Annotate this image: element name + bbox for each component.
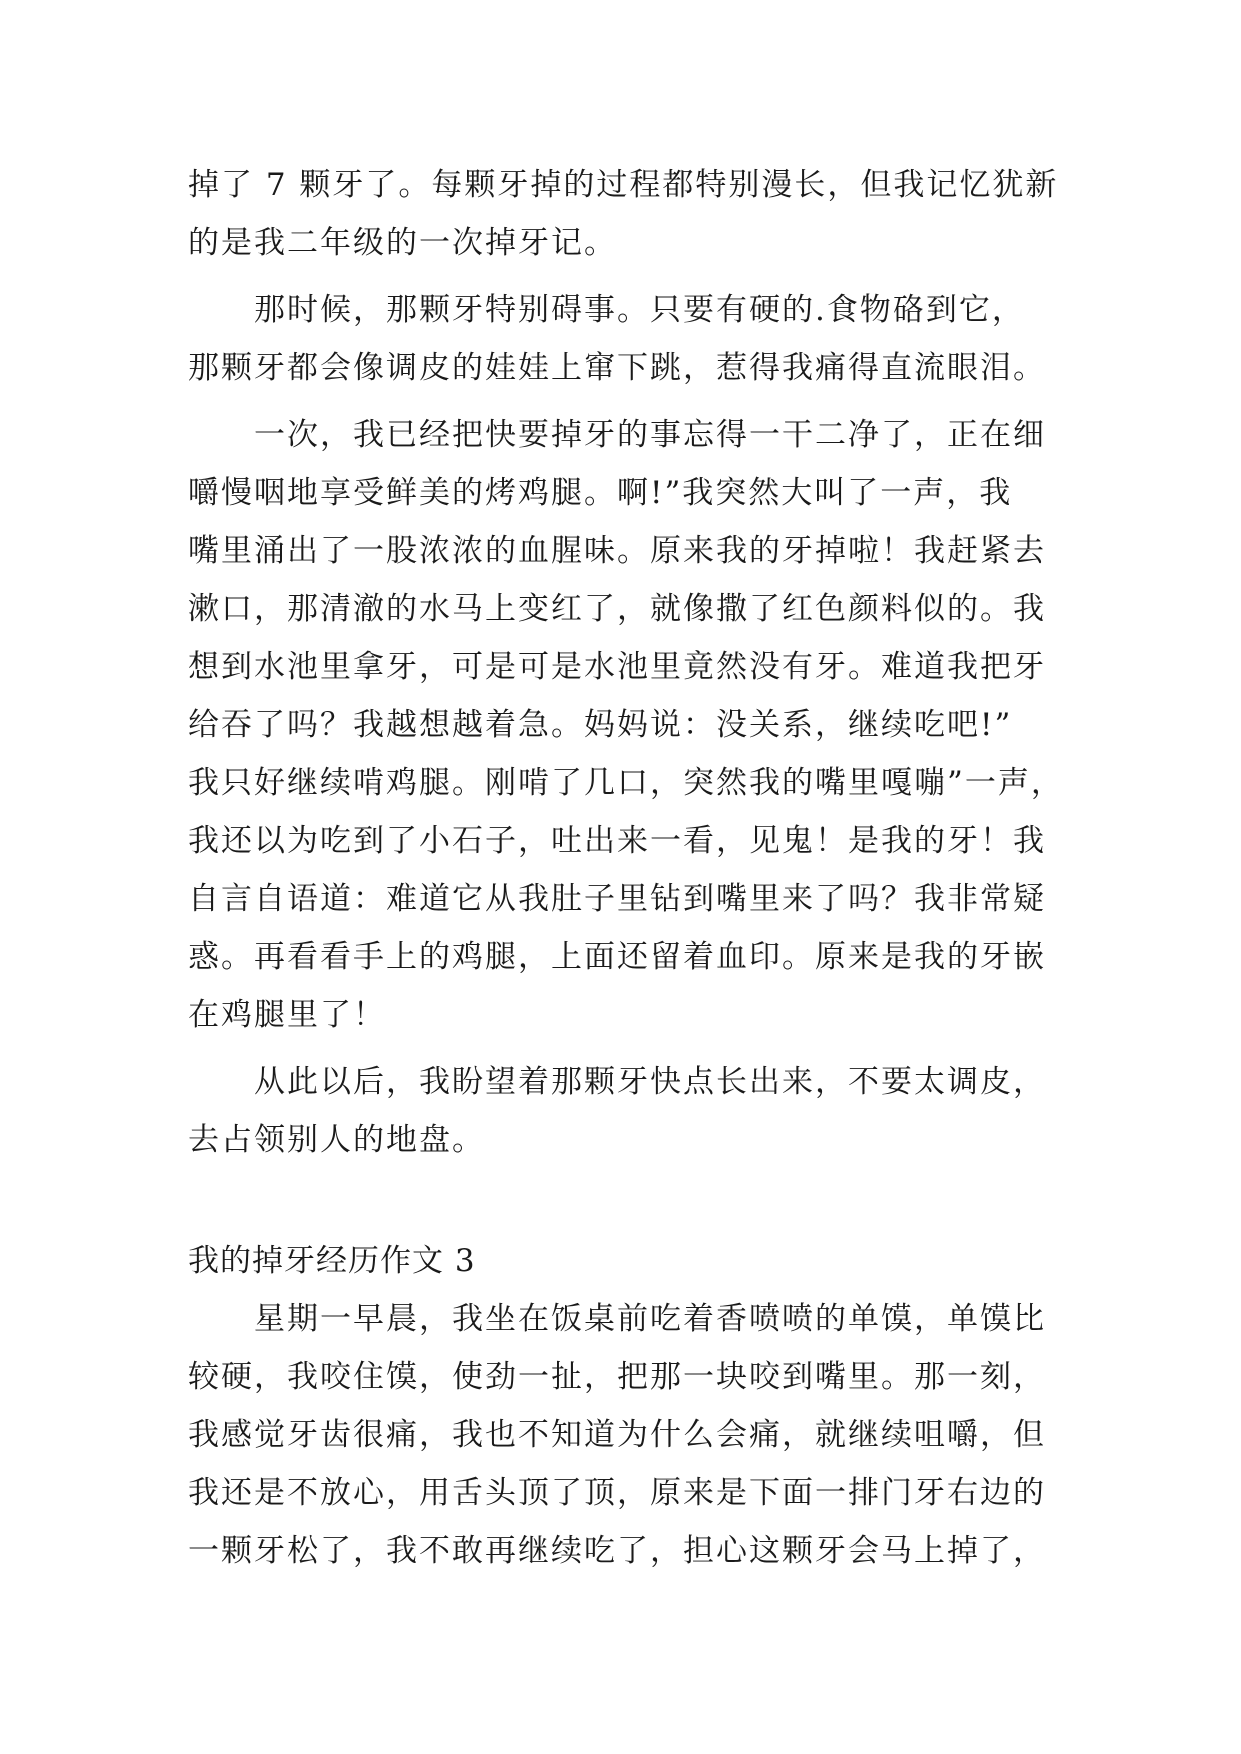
text-line: 我还是不放心，用舌头顶了顶，原来是下面一排门牙右边的 — [188, 1475, 1046, 1511]
text-line: 嘴里涌出了一股浓浓的血腥味。原来我的牙掉啦！我赶紧去 — [188, 533, 1046, 569]
text-line: 的是我二年级的一次掉牙记。 — [188, 225, 617, 261]
text-line: 想到水池里拿牙，可是可是水池里竟然没有牙。难道我把牙 — [188, 649, 1046, 685]
text-line: 给吞了吗？我越想越着急。妈妈说：没关系，继续吃吧!” — [188, 707, 1013, 743]
paragraph-2 — [188, 281, 1068, 397]
text-line: 掉了 7 颗牙了。每颗牙掉的过程都特别漫长，但我记忆犹新 — [188, 167, 1059, 203]
text-line: 惑。再看看手上的鸡腿，上面还留着血印。原来是我的牙嵌 — [188, 939, 1046, 975]
text-line: 一颗牙松了，我不敢再继续吃了，担心这颗牙会马上掉了， — [188, 1533, 1046, 1569]
intro-paragraph — [188, 156, 1068, 272]
text-line: 去占领别人的地盘。 — [188, 1122, 485, 1158]
paragraph-4 — [188, 1053, 1068, 1169]
text-line: 自言自语道：难道它从我肚子里钻到嘴里来了吗？我非常疑 — [188, 881, 1046, 917]
text-line: 嚼慢咽地享受鲜美的烤鸡腿。啊!”我突然大叫了一声，我 — [188, 475, 1013, 511]
section-spacer — [188, 1178, 1068, 1232]
text-line: 那颗牙都会像调皮的娃娃上窜下跳，惹得我痛得直流眼泪。 — [188, 350, 1046, 386]
text-line: 我还以为吃到了小石子，吐出来一看，见鬼！是我的牙！我 — [188, 823, 1046, 859]
text-line: 在鸡腿里了！ — [188, 997, 386, 1033]
text-line: 漱口，那清澈的水马上变红了，就像撒了红色颜料似的。我 — [188, 591, 1046, 627]
text-line: 一次，我已经把快要掉牙的事忘得一干二净了，正在细 — [254, 417, 1046, 453]
section-title: 我的掉牙经历作文 3 — [188, 1243, 476, 1279]
text-line: 我只好继续啃鸡腿。刚啃了几口，突然我的嘴里嘎嘣”一声， — [188, 765, 1064, 801]
text-line: 那时候，那颗牙特别碍事。只要有硬的.食物硌到它， — [254, 292, 1025, 328]
text-line: 从此以后，我盼望着那颗牙快点长出来，不要太调皮， — [254, 1064, 1046, 1100]
paragraph-5 — [188, 1290, 1068, 1580]
text-line: 星期一早晨，我坐在饭桌前吃着香喷喷的单馍，单馍比 — [254, 1301, 1046, 1337]
text-line: 我感觉牙齿很痛，我也不知道为什么会痛，就继续咀嚼，但 — [188, 1417, 1046, 1453]
paragraph-3 — [188, 406, 1068, 1044]
document-body — [188, 156, 1068, 1589]
text-line: 较硬，我咬住馍，使劲一扯，把那一块咬到嘴里。那一刻， — [188, 1359, 1046, 1395]
